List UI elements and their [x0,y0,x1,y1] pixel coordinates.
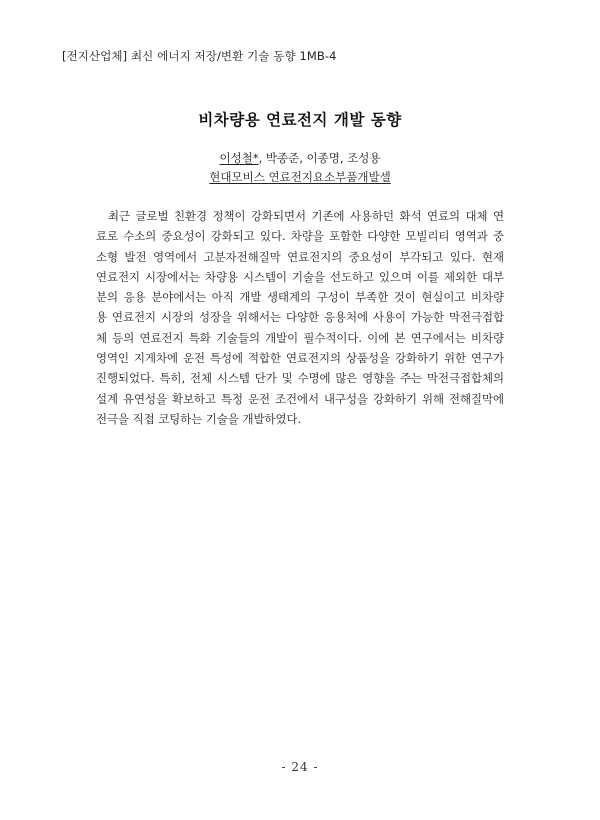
abstract-line: 분의 응용 분야에서는 아직 개발 생태계의 구성이 부족한 것이 현실이고 비차량 [96,290,504,305]
abstract-line: 진행되었다. 특히, 전체 시스템 단가 및 수명에 많은 영향을 주는 막전극접합체의 [96,371,504,386]
abstract-line: 용 연료전지 시장의 성장을 위해서는 다양한 응용처에 사용이 가능한 막전극접합 [96,310,504,325]
abstract-line: 료로 수소의 중요성이 강화되고 있다. 차량을 포함한 다양한 모빌리티 영역과 중 [96,229,504,244]
abstract-line: 전극을 직접 코팅하는 기술을 개발하였다. [96,411,302,426]
first-author: 이성철* [219,151,259,165]
abstract-line: 최근 글로벌 친환경 정책이 강화되면서 기존에 사용하던 화석 연료의 대체 연 [108,209,504,223]
co-authors: , 박종준, 이종명, 조성용 [258,151,381,165]
abstract-line: 영역인 지게차에 운전 특성에 적합한 연료전지의 상품성을 강화하기 위한 연구가 [96,351,504,366]
affiliation-text: 현대모비스 연료전지요소부품개발셀 [209,170,391,184]
paper-title: 비차량용 연료전지 개발 동향 [198,111,402,129]
author-list [0,150,600,166]
page-number: - 24 - [281,760,319,774]
affiliation [0,169,600,185]
abstract-line: 체 등의 연료전지 특화 기술들의 개발이 필수적이다. 이에 본 연구에서는 비차량 [96,330,504,345]
abstract-line: 소형 발전 영역에서 고분자전해질막 연료전지의 중요성이 부각되고 있다. 현재 [96,249,504,264]
session-header: [전지산업체] 최신 에너지 저장/변환 기술 동향 1MB-4 [62,49,337,63]
abstract-line: 연료전지 시장에서는 차량용 시스템이 기술을 선도하고 있으며 이를 제외한 대부 [96,269,504,284]
abstract-line: 설계 유연성을 확보하고 특정 운전 조건에서 내구성을 강화하기 위해 전해질막에 [96,391,504,406]
abstract-body [96,206,504,429]
